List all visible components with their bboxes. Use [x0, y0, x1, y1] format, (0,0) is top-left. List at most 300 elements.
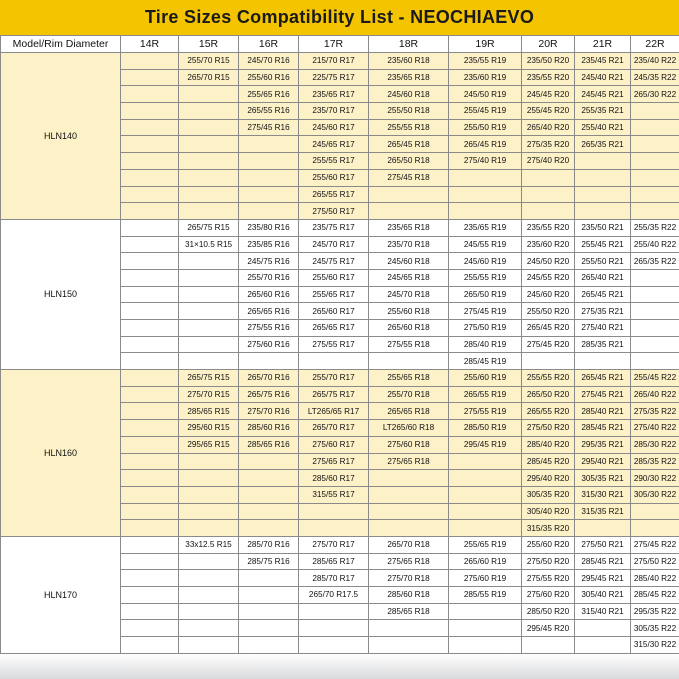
- tire-size-cell: [179, 303, 239, 320]
- tire-size-cell: [631, 353, 679, 370]
- tire-size-cell: [575, 637, 631, 654]
- tire-size-cell: [631, 503, 679, 520]
- tire-size-cell: [121, 453, 179, 470]
- tire-size-cell: 255/45 R22: [631, 370, 679, 387]
- header-size: 14R: [121, 36, 179, 53]
- tire-size-cell: 255/35 R22: [631, 219, 679, 236]
- header-size: 16R: [239, 36, 299, 53]
- tire-size-cell: [449, 620, 522, 637]
- tire-size-cell: [179, 587, 239, 604]
- tire-size-cell: 285/50 R19: [449, 420, 522, 437]
- tire-size-cell: 275/50 R20: [522, 553, 575, 570]
- tire-size-cell: 285/70 R17: [299, 570, 369, 587]
- tire-size-cell: [121, 370, 179, 387]
- tire-size-cell: [121, 436, 179, 453]
- tire-size-cell: 235/70 R17: [299, 103, 369, 120]
- tire-size-cell: [121, 403, 179, 420]
- tire-size-cell: 275/35 R20: [522, 136, 575, 153]
- tire-size-cell: 295/35 R21: [575, 436, 631, 453]
- tire-size-cell: 295/60 R15: [179, 420, 239, 437]
- tire-size-cell: 255/55 R18: [369, 119, 449, 136]
- tire-size-cell: 275/40 R22: [631, 420, 679, 437]
- tire-size-cell: [179, 153, 239, 170]
- tire-size-cell: 275/60 R19: [449, 570, 522, 587]
- tire-size-cell: [179, 169, 239, 186]
- tire-size-cell: 235/70 R18: [369, 236, 449, 253]
- tire-size-cell: 265/75 R15: [179, 219, 239, 236]
- tire-size-cell: 265/40 R22: [631, 386, 679, 403]
- tire-size-cell: 285/40 R22: [631, 570, 679, 587]
- tire-size-cell: [575, 153, 631, 170]
- tire-size-cell: [121, 103, 179, 120]
- tire-size-cell: LT265/65 R17: [299, 403, 369, 420]
- header-size: 20R: [522, 36, 575, 53]
- tire-size-cell: 275/35 R21: [575, 303, 631, 320]
- tire-size-cell: 275/55 R20: [522, 570, 575, 587]
- tire-size-cell: [179, 353, 239, 370]
- tire-size-cell: 235/65 R17: [299, 86, 369, 103]
- tire-size-cell: 265/40 R20: [522, 119, 575, 136]
- tire-size-cell: [369, 186, 449, 203]
- model-cell: HLN170: [1, 536, 121, 653]
- tire-size-cell: 255/55 R17: [299, 153, 369, 170]
- tire-size-cell: [239, 570, 299, 587]
- tire-size-cell: [179, 119, 239, 136]
- tire-size-cell: 305/40 R20: [522, 503, 575, 520]
- tire-size-cell: 285/40 R21: [575, 403, 631, 420]
- tire-size-cell: [179, 253, 239, 270]
- tire-size-cell: [522, 203, 575, 220]
- tire-size-cell: 315/30 R22: [631, 637, 679, 654]
- tire-size-cell: 265/55 R16: [239, 103, 299, 120]
- tire-size-cell: [179, 103, 239, 120]
- tire-size-cell: 245/60 R19: [449, 253, 522, 270]
- tire-size-cell: 245/70 R16: [239, 53, 299, 70]
- tire-size-cell: [631, 153, 679, 170]
- tire-size-cell: [179, 486, 239, 503]
- tire-size-cell: 285/65 R17: [299, 553, 369, 570]
- tire-size-cell: 265/35 R22: [631, 253, 679, 270]
- tire-size-cell: 255/55 R20: [522, 370, 575, 387]
- tire-size-cell: [239, 169, 299, 186]
- tire-size-cell: 235/60 R20: [522, 236, 575, 253]
- tire-size-cell: 290/30 R22: [631, 470, 679, 487]
- tire-size-cell: 245/70 R17: [299, 236, 369, 253]
- tire-size-cell: 285/45 R19: [449, 353, 522, 370]
- tire-size-cell: 315/35 R20: [522, 520, 575, 537]
- tire-size-cell: 305/35 R21: [575, 470, 631, 487]
- tire-size-cell: [179, 336, 239, 353]
- tire-size-cell: 235/55 R19: [449, 53, 522, 70]
- tire-size-cell: [179, 570, 239, 587]
- tire-size-cell: 265/35 R21: [575, 136, 631, 153]
- tire-size-cell: 275/50 R20: [522, 420, 575, 437]
- tire-size-cell: 245/55 R20: [522, 269, 575, 286]
- tire-size-cell: [239, 186, 299, 203]
- tire-size-cell: [179, 203, 239, 220]
- tire-size-cell: [299, 620, 369, 637]
- tire-size-cell: 265/50 R19: [449, 286, 522, 303]
- tire-size-cell: [121, 503, 179, 520]
- tire-size-cell: [121, 236, 179, 253]
- tire-size-cell: [631, 303, 679, 320]
- tire-size-cell: [121, 153, 179, 170]
- tire-size-cell: 285/75 R16: [239, 553, 299, 570]
- tire-size-cell: 275/70 R17: [299, 536, 369, 553]
- tire-size-cell: 235/60 R18: [369, 53, 449, 70]
- tire-size-cell: [449, 169, 522, 186]
- tire-size-cell: 275/45 R21: [575, 386, 631, 403]
- tire-size-cell: 33x12.5 R15: [179, 536, 239, 553]
- tire-size-cell: 275/65 R17: [299, 453, 369, 470]
- tire-size-cell: [121, 186, 179, 203]
- tire-size-cell: [239, 637, 299, 654]
- tire-size-cell: 285/50 R20: [522, 603, 575, 620]
- tire-size-cell: [631, 186, 679, 203]
- tire-size-cell: 265/70 R17.5: [299, 587, 369, 604]
- tire-size-cell: 285/70 R16: [239, 536, 299, 553]
- tire-size-cell: 285/45 R21: [575, 420, 631, 437]
- tire-size-cell: [522, 353, 575, 370]
- tire-size-cell: 315/30 R21: [575, 486, 631, 503]
- tire-size-cell: [121, 320, 179, 337]
- tire-size-cell: 245/45 R21: [575, 86, 631, 103]
- tire-size-cell: [179, 637, 239, 654]
- tire-size-cell: 265/55 R20: [522, 403, 575, 420]
- tire-size-cell: 305/40 R21: [575, 587, 631, 604]
- tire-size-cell: 265/70 R16: [239, 370, 299, 387]
- tire-size-cell: 255/60 R19: [449, 370, 522, 387]
- tire-size-cell: 275/40 R20: [522, 153, 575, 170]
- tire-size-cell: 215/70 R17: [299, 53, 369, 70]
- tire-size-cell: 245/70 R18: [369, 286, 449, 303]
- tire-size-cell: [121, 637, 179, 654]
- tire-size-cell: [369, 520, 449, 537]
- tire-size-cell: [449, 520, 522, 537]
- tire-size-cell: [239, 587, 299, 604]
- tire-size-cell: [121, 486, 179, 503]
- tire-size-cell: [239, 503, 299, 520]
- tire-size-cell: 265/70 R18: [369, 536, 449, 553]
- table-row: [1, 370, 679, 387]
- tire-size-cell: [449, 486, 522, 503]
- tire-size-cell: 295/40 R21: [575, 453, 631, 470]
- tire-size-cell: [575, 203, 631, 220]
- tire-size-cell: 285/60 R17: [299, 470, 369, 487]
- tire-size-cell: [631, 269, 679, 286]
- tire-size-cell: [121, 53, 179, 70]
- tire-size-cell: [522, 186, 575, 203]
- tire-size-cell: [631, 320, 679, 337]
- tire-size-cell: [121, 286, 179, 303]
- tire-size-cell: 245/55 R19: [449, 236, 522, 253]
- tire-size-cell: [369, 486, 449, 503]
- tire-size-cell: [631, 520, 679, 537]
- tire-size-cell: 285/65 R16: [239, 436, 299, 453]
- tire-size-cell: [239, 136, 299, 153]
- tire-size-cell: 265/75 R17: [299, 386, 369, 403]
- tire-size-cell: 255/70 R15: [179, 53, 239, 70]
- tire-size-cell: 235/40 R22: [631, 53, 679, 70]
- tire-size-cell: 225/75 R17: [299, 69, 369, 86]
- tire-size-cell: 285/35 R22: [631, 453, 679, 470]
- tire-size-cell: 265/60 R19: [449, 553, 522, 570]
- tire-size-cell: 255/70 R18: [369, 386, 449, 403]
- tire-size-cell: [631, 136, 679, 153]
- tire-size-cell: [121, 386, 179, 403]
- tire-size-cell: 315/40 R21: [575, 603, 631, 620]
- tire-size-cell: 275/45 R16: [239, 119, 299, 136]
- tire-size-cell: 255/40 R21: [575, 119, 631, 136]
- tire-size-cell: [179, 603, 239, 620]
- tire-size-cell: 255/60 R16: [239, 69, 299, 86]
- tire-size-cell: [121, 69, 179, 86]
- header-size: 22R: [631, 36, 679, 53]
- tire-size-cell: [179, 186, 239, 203]
- tire-size-cell: 265/65 R16: [239, 303, 299, 320]
- header-size: 15R: [179, 36, 239, 53]
- tire-size-cell: 285/65 R18: [369, 603, 449, 620]
- model-cell: HLN160: [1, 370, 121, 537]
- tire-size-cell: [449, 203, 522, 220]
- tire-size-cell: 235/65 R18: [369, 219, 449, 236]
- tire-size-cell: 255/50 R20: [522, 303, 575, 320]
- tire-size-cell: 275/70 R18: [369, 570, 449, 587]
- tire-size-cell: [575, 620, 631, 637]
- tire-size-cell: 235/45 R21: [575, 53, 631, 70]
- tire-size-cell: [121, 203, 179, 220]
- tire-size-cell: 275/55 R16: [239, 320, 299, 337]
- tire-size-cell: [299, 637, 369, 654]
- tire-size-cell: [121, 587, 179, 604]
- tire-size-cell: 275/55 R19: [449, 403, 522, 420]
- tire-size-cell: [449, 186, 522, 203]
- tire-size-cell: [631, 119, 679, 136]
- tire-size-cell: [449, 453, 522, 470]
- tire-size-cell: [522, 169, 575, 186]
- tire-size-cell: [121, 520, 179, 537]
- tire-size-cell: 265/60 R18: [369, 320, 449, 337]
- tire-size-cell: 275/40 R19: [449, 153, 522, 170]
- tire-size-cell: 235/65 R18: [369, 69, 449, 86]
- tire-size-cell: [299, 503, 369, 520]
- tire-size-cell: [449, 603, 522, 620]
- tire-size-cell: 275/45 R22: [631, 536, 679, 553]
- tire-size-cell: 265/45 R19: [449, 136, 522, 153]
- tire-size-cell: [449, 503, 522, 520]
- tire-size-cell: 255/45 R20: [522, 103, 575, 120]
- tire-size-cell: [179, 320, 239, 337]
- tire-size-cell: 255/65 R17: [299, 286, 369, 303]
- tire-size-cell: 305/35 R22: [631, 620, 679, 637]
- tire-size-cell: 245/75 R17: [299, 253, 369, 270]
- tire-size-cell: 255/70 R17: [299, 370, 369, 387]
- tire-size-cell: [631, 336, 679, 353]
- tire-size-cell: 315/35 R21: [575, 503, 631, 520]
- tire-size-cell: 275/50 R19: [449, 320, 522, 337]
- tire-size-cell: 275/55 R17: [299, 336, 369, 353]
- tire-size-cell: 295/45 R21: [575, 570, 631, 587]
- tire-size-cell: [239, 470, 299, 487]
- tire-size-cell: [121, 353, 179, 370]
- tire-size-cell: [121, 119, 179, 136]
- tire-size-cell: [575, 520, 631, 537]
- tire-size-cell: [121, 253, 179, 270]
- tire-size-cell: 265/75 R16: [239, 386, 299, 403]
- tire-size-cell: 265/60 R16: [239, 286, 299, 303]
- tire-size-cell: [239, 453, 299, 470]
- tire-size-cell: LT265/60 R18: [369, 420, 449, 437]
- tire-size-cell: 275/50 R21: [575, 536, 631, 553]
- tire-size-cell: 235/50 R21: [575, 219, 631, 236]
- bottom-edge-shadow: [0, 654, 679, 679]
- tire-size-cell: 245/45 R20: [522, 86, 575, 103]
- tire-size-cell: [631, 103, 679, 120]
- tire-size-cell: 245/50 R19: [449, 86, 522, 103]
- tire-size-cell: 275/45 R20: [522, 336, 575, 353]
- tire-size-cell: 275/50 R22: [631, 553, 679, 570]
- tire-size-cell: 295/45 R19: [449, 436, 522, 453]
- tire-size-cell: 265/45 R21: [575, 370, 631, 387]
- tire-size-cell: 265/45 R18: [369, 136, 449, 153]
- tire-size-cell: 245/60 R17: [299, 119, 369, 136]
- tire-size-cell: [121, 269, 179, 286]
- tire-size-cell: [299, 603, 369, 620]
- tire-size-cell: 245/65 R17: [299, 136, 369, 153]
- tire-size-cell: [369, 353, 449, 370]
- tire-size-cell: [121, 303, 179, 320]
- tire-size-cell: [239, 353, 299, 370]
- tire-size-cell: 245/50 R20: [522, 253, 575, 270]
- tire-size-cell: 315/55 R17: [299, 486, 369, 503]
- tire-size-cell: 275/70 R15: [179, 386, 239, 403]
- tire-size-cell: [369, 470, 449, 487]
- tire-size-cell: 235/85 R16: [239, 236, 299, 253]
- tire-size-cell: 245/40 R21: [575, 69, 631, 86]
- tire-size-cell: 245/60 R20: [522, 286, 575, 303]
- tire-size-cell: 265/70 R15: [179, 69, 239, 86]
- tire-size-cell: [631, 169, 679, 186]
- tire-size-cell: [239, 620, 299, 637]
- tire-size-cell: [369, 203, 449, 220]
- tire-size-cell: 275/45 R18: [369, 169, 449, 186]
- tire-size-cell: 255/70 R16: [239, 269, 299, 286]
- tire-size-cell: 275/35 R22: [631, 403, 679, 420]
- tire-size-cell: [179, 286, 239, 303]
- tire-size-cell: 245/60 R18: [369, 253, 449, 270]
- tire-size-cell: 255/45 R19: [449, 103, 522, 120]
- tire-size-cell: 285/45 R20: [522, 453, 575, 470]
- tire-size-cell: 235/75 R17: [299, 219, 369, 236]
- model-cell: HLN150: [1, 219, 121, 369]
- tire-size-cell: 295/45 R20: [522, 620, 575, 637]
- header-row: [1, 36, 679, 53]
- tire-size-cell: 255/65 R16: [239, 86, 299, 103]
- tire-size-cell: 245/60 R18: [369, 86, 449, 103]
- tire-size-cell: [179, 269, 239, 286]
- tire-size-cell: [369, 620, 449, 637]
- tire-size-cell: 255/40 R22: [631, 236, 679, 253]
- tire-size-cell: 285/45 R22: [631, 587, 679, 604]
- tire-size-cell: [121, 603, 179, 620]
- tire-size-cell: 31×10.5 R15: [179, 236, 239, 253]
- tire-size-cell: [575, 353, 631, 370]
- tire-size-cell: [239, 153, 299, 170]
- tire-size-cell: [179, 620, 239, 637]
- tire-size-cell: 255/50 R18: [369, 103, 449, 120]
- tire-size-cell: 245/75 R16: [239, 253, 299, 270]
- tire-size-cell: [121, 470, 179, 487]
- tire-size-cell: 285/60 R18: [369, 587, 449, 604]
- tire-size-cell: 265/40 R21: [575, 269, 631, 286]
- table-row: [1, 53, 679, 70]
- tire-size-cell: [575, 169, 631, 186]
- model-cell: HLN140: [1, 53, 121, 220]
- tire-size-cell: 265/55 R17: [299, 186, 369, 203]
- tire-size-cell: [369, 637, 449, 654]
- tire-size-cell: 255/50 R19: [449, 119, 522, 136]
- tire-size-cell: 235/50 R20: [522, 53, 575, 70]
- tire-size-cell: 285/40 R20: [522, 436, 575, 453]
- tire-size-cell: [121, 620, 179, 637]
- compatibility-table: [0, 35, 679, 654]
- tire-size-cell: 295/35 R22: [631, 603, 679, 620]
- tire-size-cell: 235/80 R16: [239, 219, 299, 236]
- tire-size-cell: 275/60 R20: [522, 587, 575, 604]
- tire-size-cell: 255/35 R21: [575, 103, 631, 120]
- table-row: [1, 536, 679, 553]
- header-model-rim-diameter: Model/Rim Diameter: [1, 36, 121, 53]
- tire-size-cell: 275/60 R17: [299, 436, 369, 453]
- tire-size-cell: [121, 219, 179, 236]
- tire-size-cell: 275/65 R18: [369, 453, 449, 470]
- tire-size-cell: 285/65 R15: [179, 403, 239, 420]
- tire-size-cell: 255/65 R19: [449, 536, 522, 553]
- tire-size-cell: [631, 203, 679, 220]
- tire-size-cell: [121, 570, 179, 587]
- header-size: 18R: [369, 36, 449, 53]
- tire-size-cell: [239, 486, 299, 503]
- header-size: 17R: [299, 36, 369, 53]
- tire-size-cell: [522, 637, 575, 654]
- tire-size-cell: 265/45 R21: [575, 286, 631, 303]
- tire-size-cell: [299, 520, 369, 537]
- tire-size-cell: 245/35 R22: [631, 69, 679, 86]
- tire-size-cell: 285/35 R21: [575, 336, 631, 353]
- tire-size-cell: [179, 136, 239, 153]
- tire-size-cell: 265/60 R17: [299, 303, 369, 320]
- tire-size-cell: 275/70 R16: [239, 403, 299, 420]
- tire-size-cell: 255/60 R20: [522, 536, 575, 553]
- tire-size-cell: [121, 169, 179, 186]
- tire-size-cell: 265/50 R20: [522, 386, 575, 403]
- tire-size-cell: 235/55 R20: [522, 69, 575, 86]
- tire-size-cell: 305/35 R20: [522, 486, 575, 503]
- tire-size-cell: [121, 86, 179, 103]
- tire-size-cell: [121, 553, 179, 570]
- tire-size-cell: 265/70 R17: [299, 420, 369, 437]
- tire-size-cell: 255/60 R17: [299, 169, 369, 186]
- header-size: 21R: [575, 36, 631, 53]
- tire-size-cell: [179, 503, 239, 520]
- tire-size-cell: 255/55 R19: [449, 269, 522, 286]
- tire-size-cell: [121, 136, 179, 153]
- tire-size-cell: [179, 553, 239, 570]
- tire-size-cell: 255/60 R17: [299, 269, 369, 286]
- tire-size-cell: [239, 203, 299, 220]
- tire-size-cell: [121, 536, 179, 553]
- tire-size-cell: [179, 520, 239, 537]
